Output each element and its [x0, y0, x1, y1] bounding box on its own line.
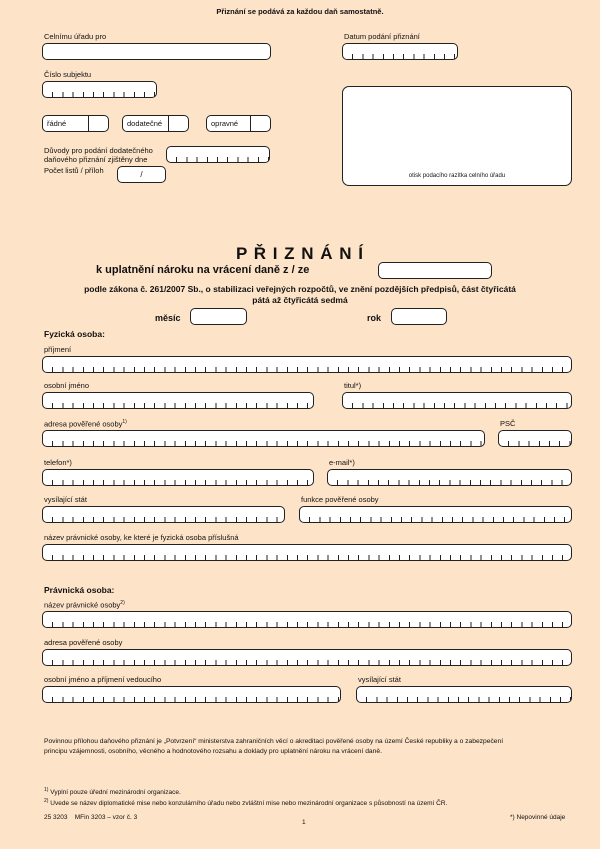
pocet-listu-label: Počet listů / příloh [44, 166, 104, 175]
funkce-field[interactable] [299, 506, 572, 523]
nazev-prav-label [44, 600, 125, 610]
adresa-fyz-text: adresa pověřené osoby [44, 419, 123, 429]
pravnicka-heading: Právnická osoba: [44, 585, 115, 595]
telefon-field[interactable] [42, 469, 314, 486]
psc-field[interactable] [498, 430, 572, 447]
celni-urad-field[interactable] [42, 43, 271, 60]
form-subtitle: k uplatnění nároku na vrácení daně z / ze [96, 264, 310, 276]
jmeno-vedouciho-label: osobní jméno a příjmení vedoucího [44, 675, 162, 684]
footnote-1-mark: 1) [44, 787, 49, 793]
datum-podani-label: Datum podání přiznání [344, 32, 420, 41]
attachment-line-1: Povinnou přílohou daňového přiznání je „Potvrzení“ ministerstva zahraničních věcí o akreditaci pověřené osoby na území České republiky a o zabezpečení [44, 738, 504, 745]
duvody-label [44, 146, 153, 164]
pocet-listu-field[interactable] [117, 166, 166, 183]
adresa-prav-field[interactable] [42, 649, 572, 666]
nazev-pravnicke-fyz-label: název právnické osoby, ke které je fyzická osoba příslušná [44, 533, 239, 542]
footnote-1-text: Vyplní pouze úřední mezinárodní organizace. [50, 789, 181, 797]
radne-choice[interactable] [42, 115, 109, 132]
law-line-1: podle zákona č. 261/2007 Sb., o stabilizaci veřejných rozpočtů, ve znění pozdějších předpisů, část čtyřicátá [84, 284, 516, 294]
email-field[interactable] [327, 469, 572, 486]
fyzicka-heading: Fyzická osoba: [44, 329, 105, 339]
vysilajici-stat-prav-label: vysílající stát [358, 675, 401, 684]
prijmeni-field[interactable] [42, 356, 572, 373]
osobni-jmeno-field[interactable] [42, 392, 314, 409]
opravne-label: opravné [211, 119, 239, 128]
duvody-label-line1: Důvody pro podání dodatečného [44, 146, 153, 155]
dodatecne-label: dodatečné [127, 119, 163, 128]
opravne-divider [250, 116, 251, 131]
footnote-1 [44, 786, 181, 797]
nazev-prav-field[interactable] [42, 611, 572, 628]
duvody-label-line2: daňového přiznání zjištěny dne [44, 155, 148, 164]
nazev-prav-sup: 2) [120, 600, 125, 606]
mesic-field[interactable] [190, 308, 247, 325]
footnote-2 [44, 797, 447, 808]
vysilajici-stat-fyz-field[interactable] [42, 506, 285, 523]
stamp-box [342, 86, 572, 186]
form-title: P Ř I Z N Á N Í [235, 244, 365, 263]
mesic-label: měsíc [155, 313, 181, 323]
footnote-2-text: Uvede se název diplomatické mise nebo konzulárního úřadu nebo zvláštní mise nebo mezinárodní organizace s působností na území ČR. [50, 800, 448, 808]
pocet-slash: / [140, 170, 143, 179]
cislo-subjektu-field[interactable] [42, 81, 157, 98]
form-code: 25 3203 MFin 3203 – vzor č. 3 [44, 814, 138, 821]
rok-field[interactable] [391, 308, 447, 325]
adresa-fyz-label [44, 419, 127, 429]
osobni-jmeno-label: osobní jméno [44, 381, 90, 390]
duvody-date-field[interactable] [166, 146, 270, 163]
adresa-fyz-field[interactable] [42, 430, 485, 447]
adresa-fyz-sup: 1) [122, 419, 127, 425]
attachment-line-2: principu vzájemnosti, osobního, věcného a hodnotového rozsahu a doklady pro uplatnění nároku na vrácení daně. [44, 748, 382, 755]
footnote-2-mark: 2) [44, 798, 49, 804]
stamp-caption: otisk podacího razítka celního úřadu [408, 173, 506, 179]
datum-podani-field[interactable] [342, 43, 458, 60]
optional-note: *) Nepovinné údaje [510, 814, 566, 821]
nazev-prav-text: název právnické osoby [44, 600, 121, 610]
email-label: e-mail*) [329, 458, 355, 467]
dodatecne-choice[interactable] [122, 115, 189, 132]
titul-label: titul*) [344, 381, 362, 390]
page-number: 1 [302, 819, 306, 826]
telefon-label: telefon*) [44, 458, 72, 467]
celni-urad-label: Celnímu úřadu pro [44, 32, 107, 41]
cislo-subjektu-label: Číslo subjektu [44, 70, 92, 79]
jmeno-vedouciho-field[interactable] [42, 686, 341, 703]
dodatecne-divider [168, 116, 169, 131]
law-line-2: pátá až čtyřicátá sedmá [252, 295, 348, 305]
header-note: Přiznání se podává za každou daň samostatně. [216, 7, 384, 16]
titul-field[interactable] [342, 392, 572, 409]
funkce-label: funkce pověřené osoby [301, 495, 379, 504]
rok-label: rok [367, 313, 382, 323]
vysilajici-stat-prav-field[interactable] [356, 686, 572, 703]
prijmeni-label: příjmení [44, 345, 72, 354]
dan-field[interactable] [378, 262, 492, 279]
psc-label: PSČ [500, 419, 516, 428]
nazev-pravnicke-fyz-field[interactable] [42, 544, 572, 561]
opravne-choice[interactable] [206, 115, 271, 132]
vysilajici-stat-fyz-label: vysílající stát [44, 495, 87, 504]
adresa-prav-label: adresa pověřené osoby [44, 638, 123, 647]
attachment-note [44, 737, 574, 757]
radne-label: řádné [47, 119, 67, 128]
radne-divider [88, 116, 89, 131]
